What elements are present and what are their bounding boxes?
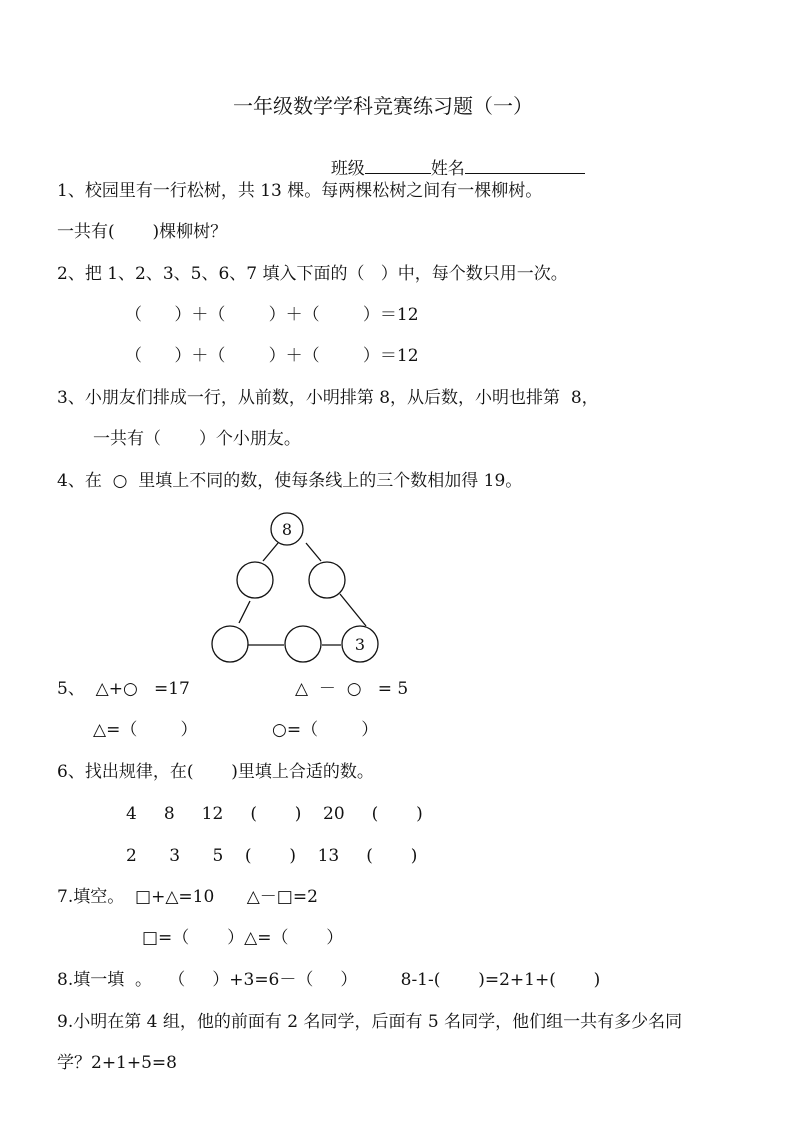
q2-eq1: （ ）＋（ ）＋（ ）＝12	[125, 305, 419, 325]
q6-line1: 6、找出规律，在( )里填上合适的数。	[57, 762, 374, 782]
triangle-circle-diagram	[205, 505, 395, 670]
circle-bottom-mid[interactable]	[285, 626, 321, 662]
q2-eq2: （ ）＋（ ）＋（ ）＝12	[125, 346, 419, 366]
q5-ans-left: △=（ ）	[93, 720, 198, 740]
class-name-header	[320, 139, 585, 179]
circle-bottom-right-value: 3	[354, 635, 366, 654]
q8-line1: 8.填一填 。 （ ）+3=6－（ ） 8-1-( )=2+1+( )	[57, 970, 601, 990]
name-label: 姓名	[430, 159, 465, 179]
q9-line1: 9.小明在第 4 组，他的前面有 2 名同学，后面有 5 名同学，他们组一共有多少名同	[57, 1012, 683, 1032]
class-label: 班级	[330, 159, 365, 179]
edge-right	[340, 594, 366, 626]
q6-seq2: 2 3 5 ( ) 13 ( )	[126, 846, 418, 866]
edge-top-right	[306, 543, 321, 561]
circle-mid-left[interactable]	[237, 562, 273, 598]
q7-line1: 7.填空。 □+△=10 △－□=2	[57, 887, 318, 907]
circle-mid-right[interactable]	[309, 562, 345, 598]
q9-line2: 学？2+1+5=8	[57, 1053, 177, 1073]
q5-ans-right: ○=（ ）	[272, 720, 379, 740]
q3-line1: 3、小朋友们排成一行，从前数，小明排第 8，从后数，小明也排第 8，	[57, 388, 599, 408]
q3-line2: 一共有（ ）个小朋友。	[93, 429, 301, 449]
q7-line2: □=（ ）△=（ ）	[142, 928, 344, 948]
q4-line1: 4、在 ○ 里填上不同的数，使每条线上的三个数相加得 19。	[57, 471, 523, 491]
edge-top-left	[263, 543, 278, 561]
circle-bottom-left[interactable]	[212, 626, 248, 662]
q1-line2: 一共有( )棵柳树？	[57, 222, 228, 242]
q6-seq1: 4 8 12 ( ) 20 ( )	[126, 804, 423, 824]
q1-line1: 1、校园里有一行松树，共 13 棵。每两棵松树之间有一棵柳树。	[57, 181, 543, 201]
q2-line1: 2、把 1、2、3、5、6、7 填入下面的（ ）中，每个数只用一次。	[57, 264, 568, 284]
edge-left	[239, 601, 250, 623]
page-title: 一年级数学学科竞赛练习题（一）	[233, 94, 533, 118]
circle-top-value: 8	[281, 520, 293, 539]
q5-eq-right: △ － ○ = 5	[295, 679, 409, 699]
q5-eq-left: 5、 △+○ =17	[57, 679, 190, 699]
name-blank[interactable]	[465, 172, 585, 174]
class-blank[interactable]	[365, 172, 431, 174]
